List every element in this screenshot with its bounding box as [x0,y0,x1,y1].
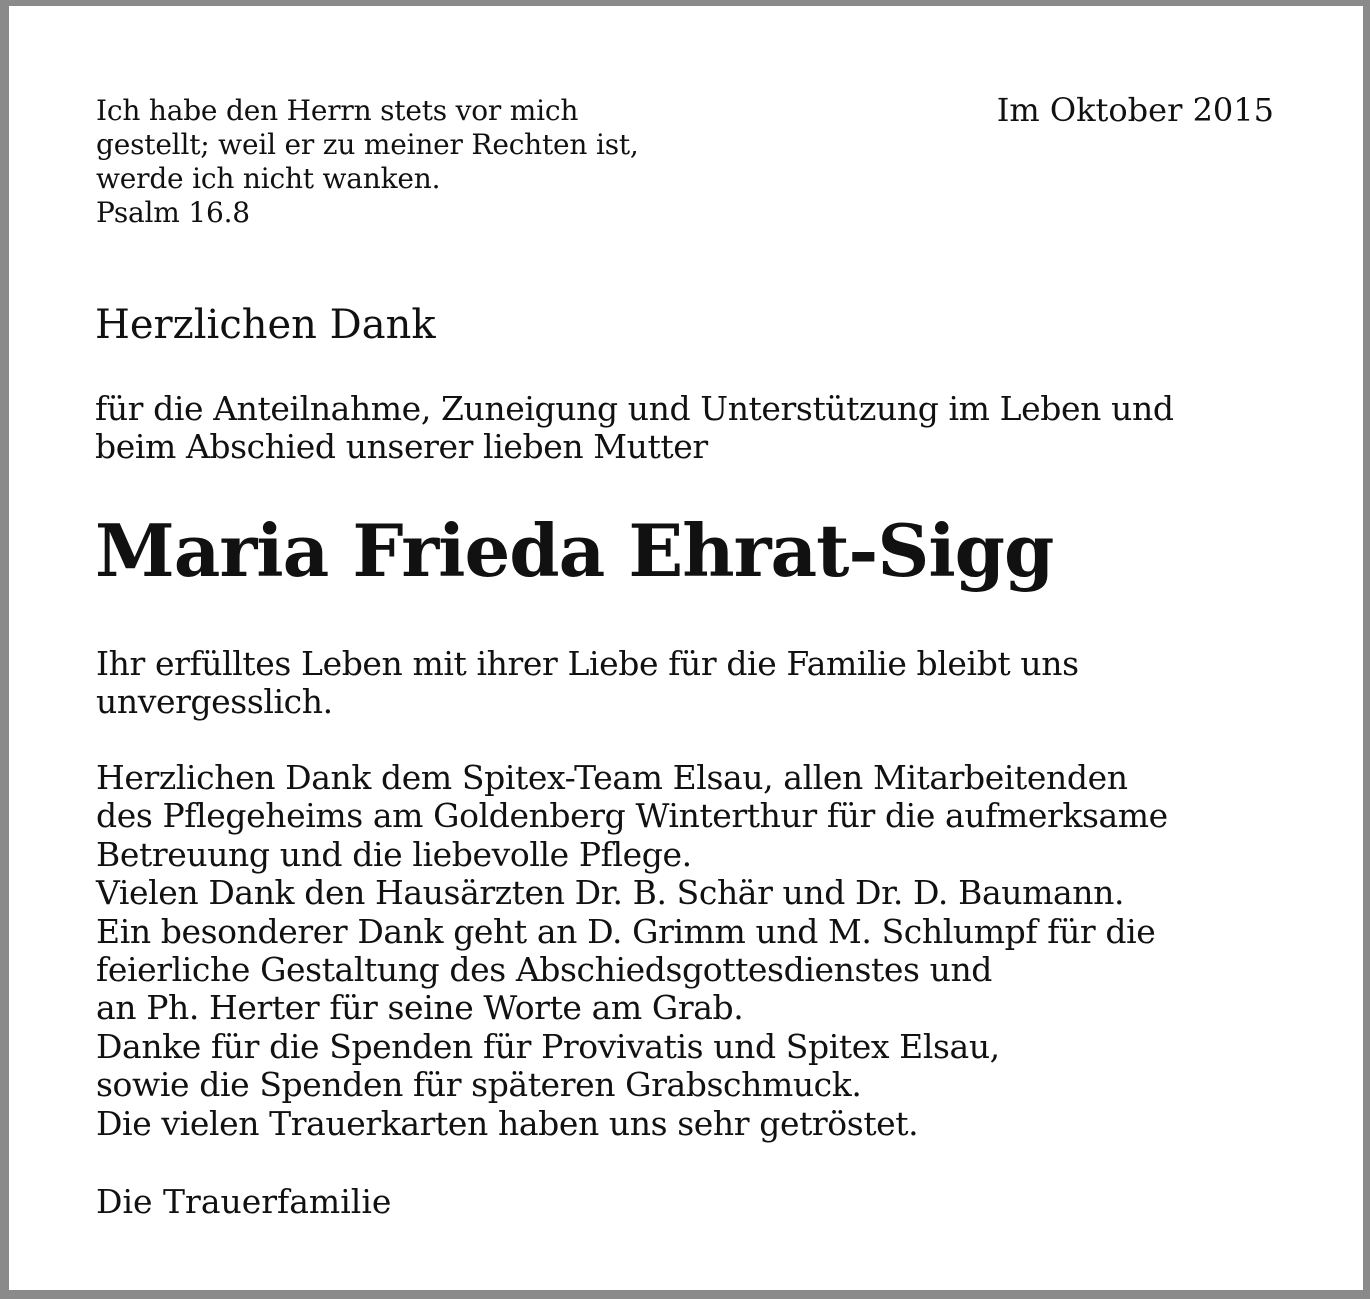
psalm-verse [96,94,639,230]
tribute-paragraph [96,645,1079,721]
intro-line: beim Abschied unserer lieben Mutter [95,427,708,466]
paragraph-line: Betreuung und die liebevolle Pflege. [96,834,692,874]
notice-date: Im Oktober 2015 [996,91,1274,129]
paragraph-line: Danke für die Spenden für Provivatis und Spitex Elsau, [96,1026,1000,1066]
verse-line: werde ich nicht wanken. [96,162,441,195]
deceased-name: Maria Frieda Ehrat-Sigg [95,508,1054,593]
thanks-intro [95,390,1174,466]
paragraph-line: des Pflegeheims am Goldenberg Winterthur für die aufmerksame [96,796,1168,836]
paragraph-line: an Ph. Herter für seine Worte am Grab. [96,988,744,1028]
paragraph-line: feierliche Gestaltung des Abschiedsgottesdienstes und [96,950,993,990]
intro-line: für die Anteilnahme, Zuneigung und Unterstützung im Leben und [95,389,1174,428]
paragraph-line: sowie die Spenden für späteren Grabschmuck. [96,1065,862,1105]
paragraph-line: Ein besonderer Dank geht an D. Grimm und M. Schlumpf für die [96,911,1156,951]
verse-line: Ich habe den Herrn stets vor mich [96,94,579,127]
paragraph-line: Ihr erfülltes Leben mit ihrer Liebe für die Familie bleibt uns [96,644,1079,683]
thanks-heading: Herzlichen Dank [95,302,436,348]
verse-reference: Psalm 16.8 [96,196,250,229]
verse-line: gestellt; weil er zu meiner Rechten ist, [96,128,639,161]
acknowledgements-paragraph [96,759,1168,1143]
paragraph-line: Herzlichen Dank dem Spitex-Team Elsau, allen Mitarbeitenden [96,758,1128,797]
paragraph-line: Die vielen Trauerkarten haben uns sehr getröstet. [96,1103,919,1143]
paragraph-line: unvergesslich. [96,682,333,721]
signature-family: Die Trauerfamilie [96,1182,392,1221]
paragraph-line: Vielen Dank den Hausärzten Dr. B. Schär und Dr. D. Baumann. [96,873,1125,913]
